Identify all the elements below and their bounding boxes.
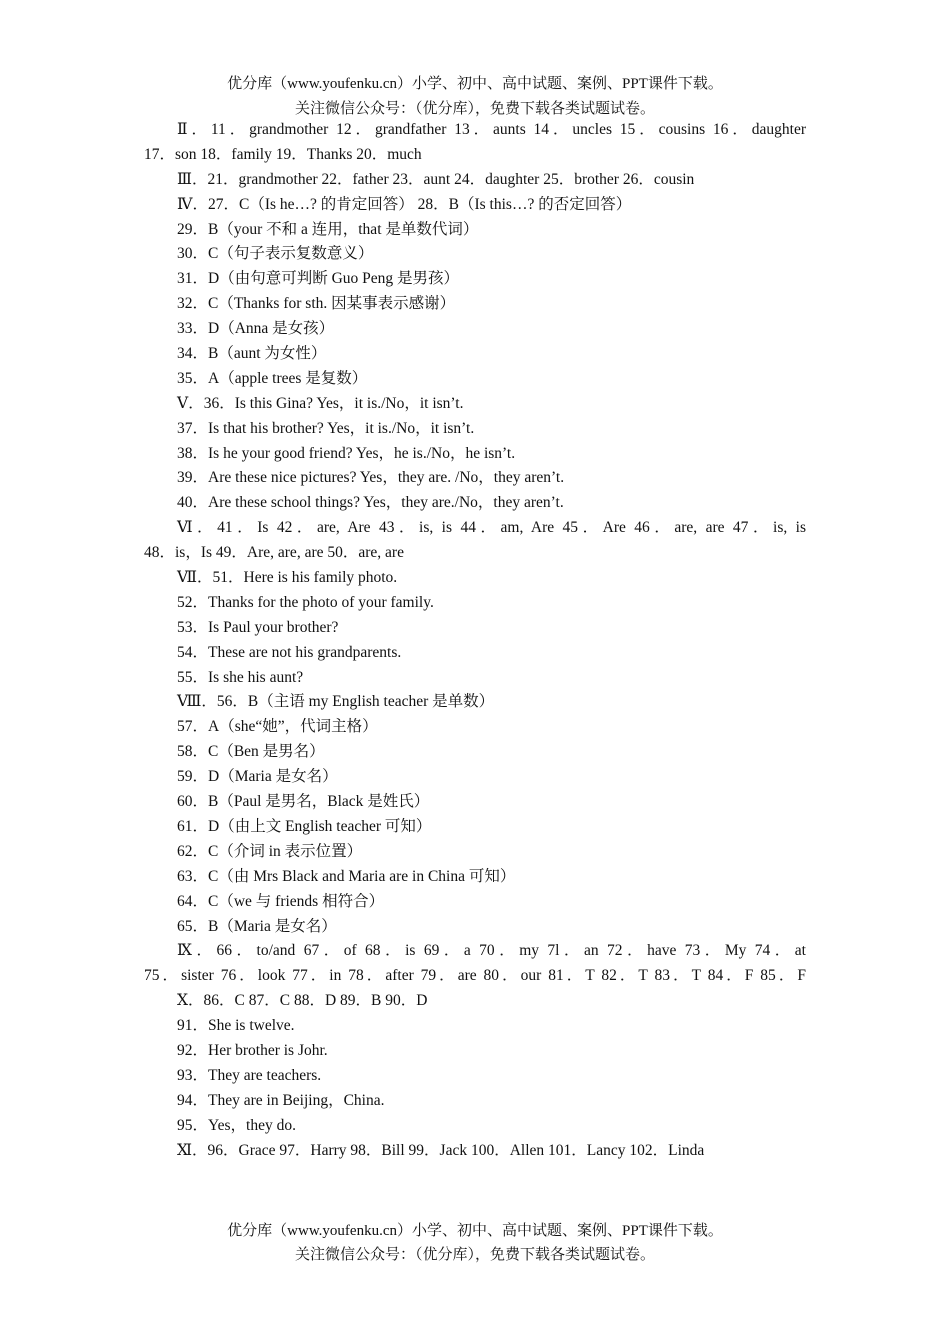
answer-line: 34．B（aunt 为女性） <box>177 345 327 363</box>
answer-line: 63．C（由 Mrs Black and Maria are in China 可知） <box>177 867 516 885</box>
answer-line: 59．D（Maria 是女名） <box>177 768 338 786</box>
answer-line: 37．Is that his brother? Yes，it is./No，it isn’t. <box>177 419 475 437</box>
answer-line: 32．C（Thanks for sth. 因某事表示感谢） <box>177 295 456 313</box>
answer-line: 65．B（Maria 是女名） <box>177 917 337 935</box>
answer-line: 53．Is Paul your brother? <box>177 618 339 636</box>
answer-line: Ⅶ．51．Here is his family photo. <box>177 569 398 587</box>
header-line-2: 关注微信公众号：（优分库），免费下载各类试题试卷。 <box>294 101 655 117</box>
answer-line: 33．D（Anna 是女孩） <box>177 320 335 338</box>
answer-line: 93．They are teachers. <box>177 1066 322 1084</box>
answer-line: 62．C（介词 in 表示位置） <box>177 842 363 860</box>
answer-line: 91．She is twelve. <box>177 1017 295 1035</box>
answer-line: Ⅲ．21．grandmother 22．father 23．aunt 24．daughter 25．brother 26．cousin <box>177 170 695 188</box>
answer-line: 55．Is she his aunt? <box>177 668 304 686</box>
answer-line: Ⅺ．96．Grace 97．Harry 98．Bill 99．Jack 100．Allen 101．Lancy 102．Linda <box>177 1141 705 1159</box>
answer-line: 75．sister 76．look 77．in 78．after 79．are 80．our 81．T 82．T 83．T 84．F 85．F <box>144 967 806 985</box>
answer-line: Ⅷ．56．B（主语 my English teacher 是单数） <box>177 693 495 711</box>
answer-line: 94．They are in Beijing，China. <box>177 1091 385 1109</box>
answer-line: 30．C（句子表示复数意义） <box>177 245 374 263</box>
answer-line: Ⅱ．11．grandmother 12．grandfather 13．aunts 14．uncles 15．cousins 16．daughter <box>177 121 806 138</box>
answer-line: 40．Are these school things? Yes，they are./No，they aren’t. <box>177 494 564 512</box>
answer-key <box>0 118 950 1163</box>
answer-line: 39．Are these nice pictures? Yes，they are. /No，they aren’t. <box>177 469 565 487</box>
answer-line: 57．A（she“她”，代词主格） <box>177 718 378 736</box>
answer-line: 38．Is he your good friend? Yes，he is./No，he isn’t. <box>177 444 516 462</box>
answer-line: 64．C（we 与 friends 相符合） <box>177 892 385 910</box>
answer-line: 58．C（Ben 是男名） <box>177 743 325 761</box>
answer-line: 35．A（apple trees 是复数） <box>177 369 368 387</box>
footer-line-2: 关注微信公众号：（优分库），免费下载各类试题试卷。 <box>294 1247 655 1263</box>
answer-line: 48．is，Is 49．Are, are, are 50．are, are <box>144 544 404 562</box>
header-line-1: 优分库（www.youfenku.cn）小学、初中、高中试题、案例、PPT课件下载。 <box>227 76 723 92</box>
answer-line: Ⅴ．36．Is this Gina? Yes，it is./No，it isn’t. <box>177 394 464 412</box>
answer-line: 61．D（由上文 English teacher 可知） <box>177 817 432 835</box>
answer-line: 17．son 18．family 19．Thanks 20．much <box>144 145 422 163</box>
answer-line: 92．Her brother is Johr. <box>177 1041 328 1059</box>
answer-line: Ⅳ．27．C（Is he…? 的肯定回答） 28．B（Is this…? 的否定回答） <box>177 195 632 213</box>
answer-line: 60．B（Paul 是男名，Black 是姓氏） <box>177 793 430 811</box>
answer-line: Ⅸ．66．to/and 67．of 68．is 69．a 70．my 7l．an 72．have 73．My 74．at <box>177 942 806 960</box>
footer-line-1: 优分库（www.youfenku.cn）小学、初中、高中试题、案例、PPT课件下载。 <box>227 1223 723 1239</box>
answer-line: 31．D（由句意可判断 Guo Peng 是男孩） <box>177 270 460 288</box>
answer-line: 52．Thanks for the photo of your family. <box>177 593 434 611</box>
answer-line: Ⅹ．86．C 87．C 88．D 89．B 90．D <box>177 992 428 1010</box>
answer-line: 29．B（your 不和 a 连用，that 是单数代词） <box>177 220 479 238</box>
answer-line: 54．These are not his grandparents. <box>177 643 402 661</box>
answer-line: 95．Yes，they do. <box>177 1116 296 1134</box>
answer-line: Ⅵ．41．Is 42．are, Are 43．is, is 44．am, Are 45．Are 46．are, are 47．is, is <box>177 519 806 537</box>
